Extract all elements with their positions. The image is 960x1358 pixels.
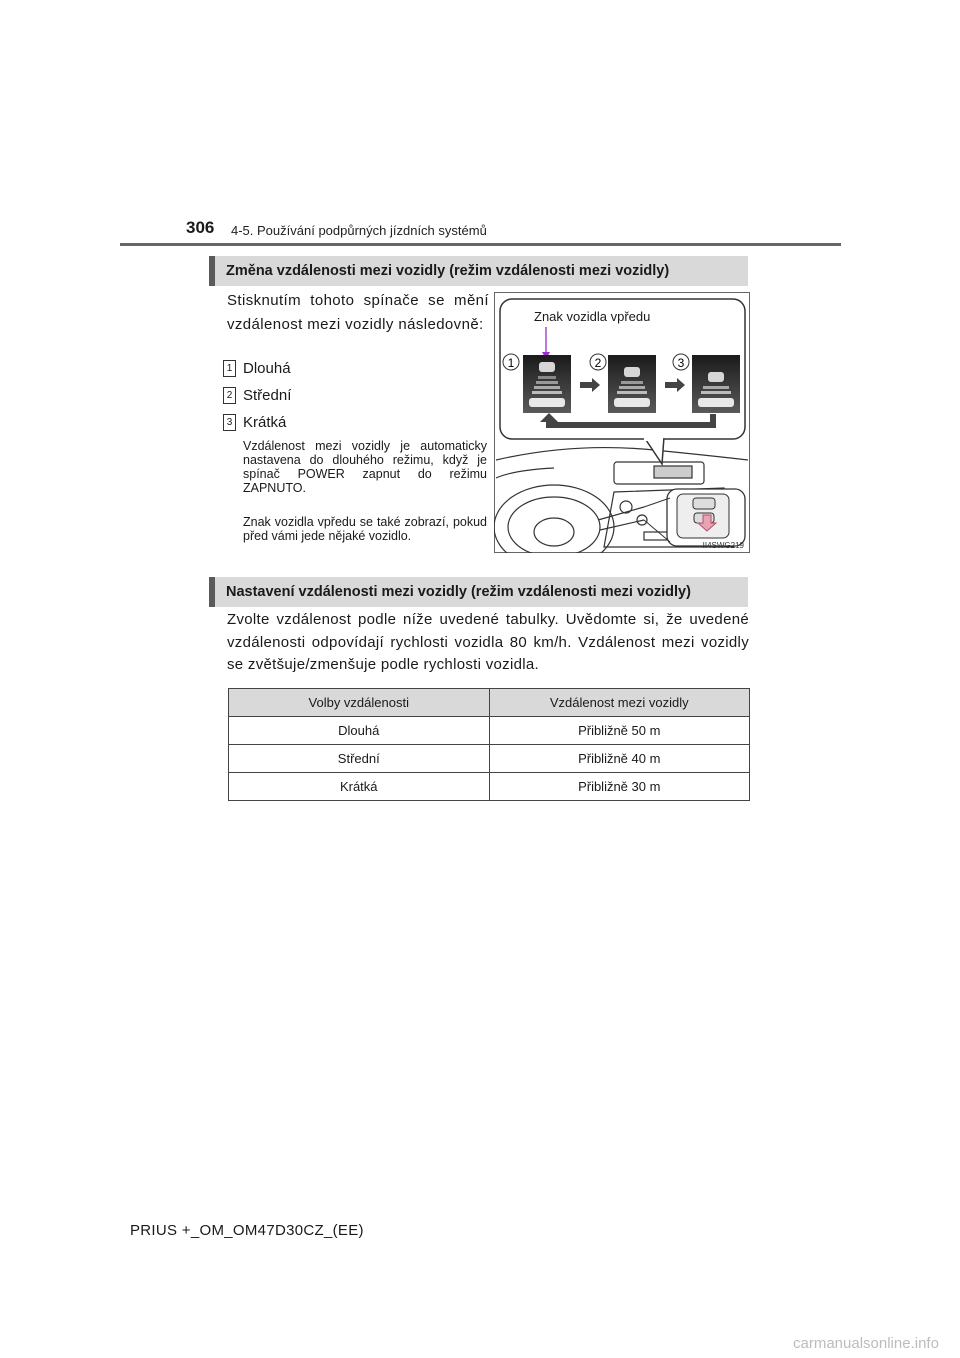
section-heading-change-distance: Změna vzdálenosti mezi vozidly (režim vzdálenosti mezi vozidly) xyxy=(209,256,748,286)
display-medium xyxy=(608,355,656,413)
option-long xyxy=(223,359,291,381)
figure-illustration xyxy=(494,292,750,553)
header-divider xyxy=(120,243,841,246)
figure-distance-switch xyxy=(494,292,750,553)
display-number-1 xyxy=(503,354,519,370)
display-long xyxy=(523,355,571,413)
table-row xyxy=(229,717,750,745)
table-cell: Přibližně 30 m xyxy=(489,773,750,801)
svg-text:3: 3 xyxy=(677,356,685,370)
table-row xyxy=(229,745,750,773)
option-number-badge: 1 xyxy=(223,360,236,377)
table-cell: Dlouhá xyxy=(229,717,490,745)
page-number: 306 xyxy=(186,218,215,237)
option-label: Krátká xyxy=(243,414,287,431)
note-vehicle-ahead: Znak vozidla vpředu se také zobrazí, pokud před vámi jede nějaké vozidlo. xyxy=(243,515,487,543)
chapter-title: 4-5. Používání podpůrných jízdních systémů xyxy=(231,223,487,238)
display-number-2 xyxy=(590,354,606,370)
table-cell: Přibližně 50 m xyxy=(489,717,750,745)
callout-label: Znak vozidla vpředu xyxy=(534,309,651,324)
option-short xyxy=(223,413,286,435)
note-auto-long: Vzdálenost mezi vozidly je automaticky nastavena do dlouhého režimu, když je spínač POWER zapnut do režimu ZAPNUTO. xyxy=(243,439,487,495)
table-cell: Přibližně 40 m xyxy=(489,745,750,773)
option-label: Dlouhá xyxy=(243,360,291,377)
figure-code: II4SWG219 xyxy=(702,541,744,550)
table-row xyxy=(229,773,750,801)
table-header-row xyxy=(229,689,750,717)
table-cell: Střední xyxy=(229,745,490,773)
option-number-badge: 3 xyxy=(223,414,236,431)
intro-paragraph: Stisknutím tohoto spínače se mění vzdálenost mezi vozidly následovně: xyxy=(227,292,489,333)
table-cell: Krátká xyxy=(229,773,490,801)
watermark: carmanualsonline.info xyxy=(793,1335,939,1352)
display-number-3 xyxy=(673,354,689,370)
column-header-distance: Vzdálenost mezi vozidly xyxy=(489,689,750,717)
svg-text:1: 1 xyxy=(507,356,515,370)
option-medium xyxy=(223,386,291,408)
svg-text:2: 2 xyxy=(594,356,602,370)
option-label: Střední xyxy=(243,387,292,404)
option-number-badge: 2 xyxy=(223,387,236,404)
column-header-options: Volby vzdálenosti xyxy=(229,689,490,717)
section-heading-set-distance: Nastavení vzdálenosti mezi vozidly (režim vzdálenosti mezi vozidly) xyxy=(209,577,748,607)
distance-table xyxy=(228,688,750,801)
footer-document-code: PRIUS +_OM_OM47D30CZ_(EE) xyxy=(130,1222,364,1239)
display-short xyxy=(692,355,740,413)
body-paragraph: Zvolte vzdálenost podle níže uvedené tabulky. Uvědomte si, že uvedené vzdálenosti odpovídají rychlosti vozidla 80 km/h. Vzdálenost mezi vozidly se zvětšuje/zmenšuje podle rychlosti vozidla. xyxy=(227,611,749,673)
